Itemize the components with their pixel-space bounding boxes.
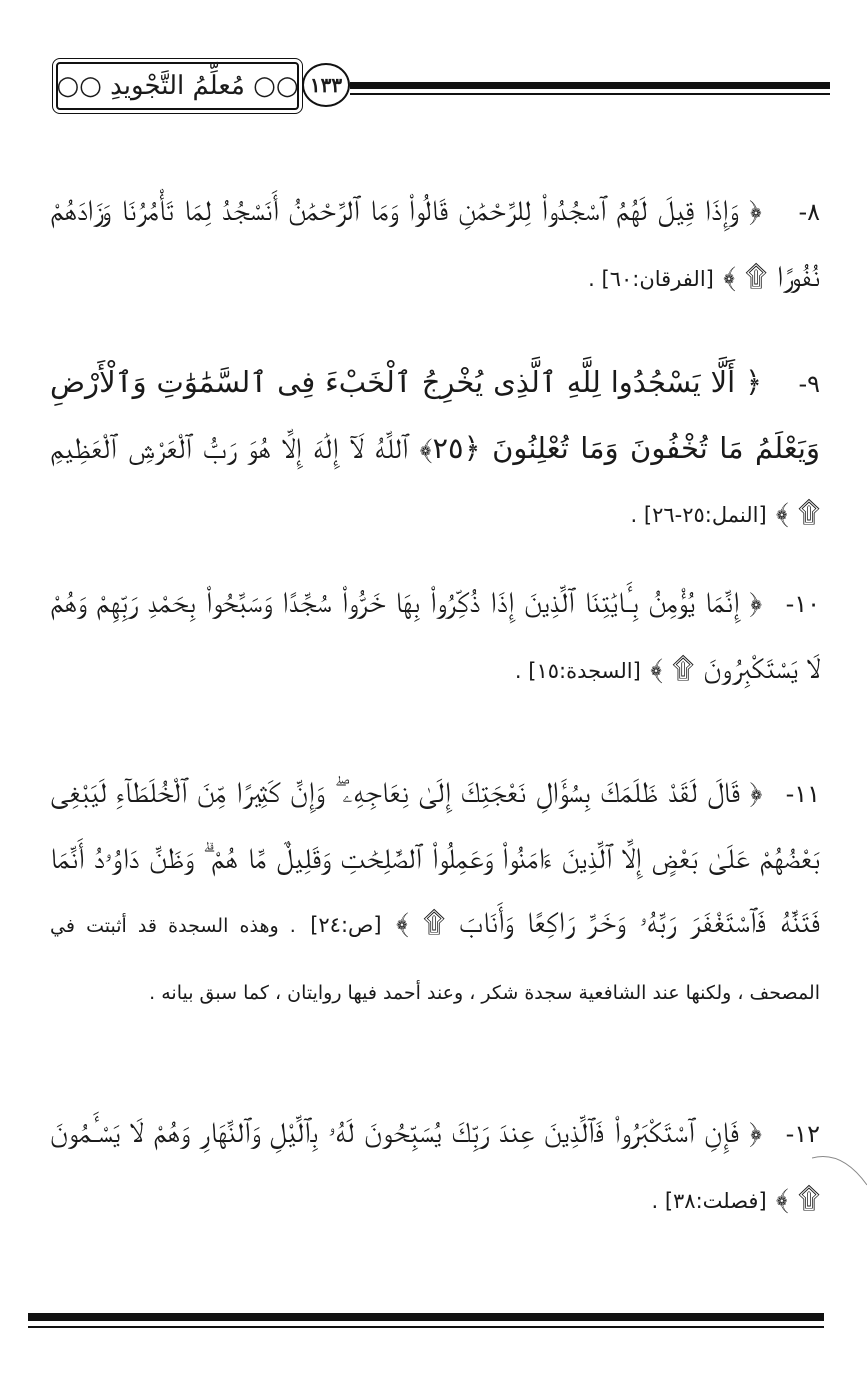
verse-block — [50, 1100, 820, 1233]
verse-text: ﴿ قَالَ لَقَدْ ظَلَمَكَ بِسُؤَالِ نَعْجَتِكَ إِلَىٰ نِعَاجِهِۦ ۖ وَإِنَّ كَثِيرًا مِّنَ ٱلْخُلَطَآءِ لَيَبْغِى بَعْضُهُمْ عَلَىٰ بَعْضٍ إِلَّا ٱلَّذِينَ ءَامَنُواْ وَعَمِلُواْ ٱلصَّٰلِحَٰتِ وَقَلِيلٌ مَّا هُمْ ۗ وَظَنَّ دَاوُۥدُ أَنَّمَا فَتَنَّٰهُ فَٱسْتَغْفَرَ رَبَّهُۥ وَخَرَّ رَاكِعًا وَأَنَابَ ۩ ﴾ — [50, 775, 820, 939]
verse-reference: [ص:٢٤] — [310, 913, 382, 937]
verse-block — [50, 178, 820, 311]
verse-reference: [السجدة:١٥] . — [514, 659, 641, 683]
header-rule-thick — [350, 82, 830, 89]
verse-reference: [الفرقان:٦٠] . — [588, 267, 714, 291]
verse-text: ﴿ فَإِنِ ٱسْتَكْبَرُواْ فَٱلَّذِينَ عِندَ رَبِّكَ يُسَبِّحُونَ لَهُۥ بِٱلَّيْلِ وَٱلنَّهَارِ وَهُمْ لَا يَسْـَٔمُونَ ۩ ﴾ — [50, 1115, 820, 1215]
running-header-box — [56, 62, 299, 110]
verse-number: ١٢- — [785, 1120, 821, 1148]
verse-number: ١٠- — [785, 590, 821, 618]
page-edge-curve — [812, 1140, 867, 1200]
verse-block — [50, 570, 820, 703]
verse-note: . وهذه السجدة قد أثبتت في المصحف ، ولكنها عند الشافعية سجدة شكر ، وعند أحمد فيها روايتان ، كما سبق بيانه . — [50, 915, 820, 1004]
verse-block — [50, 760, 820, 1021]
verse-number: ٨- — [798, 198, 820, 226]
verse-number: ٩- — [798, 370, 820, 398]
verse-block — [50, 350, 820, 547]
header-rule-thin — [350, 93, 830, 95]
page-number: ١٣٣ — [309, 73, 343, 97]
verse-reference: [النمل:٢٥-٢٦] . — [630, 503, 767, 527]
page-number-badge — [302, 63, 350, 107]
footer-rule-thick — [28, 1313, 824, 1321]
running-header-title: ○○ مُعلِّمُ التَّجْويدِ ○○ — [56, 71, 299, 101]
verse-text: ﴿ وَإِذَا قِيلَ لَهُمُ ٱسْجُدُواْ لِلرَّحْمَٰنِ قَالُواْ وَمَا ٱلرَّحْمَٰنُ أَنَسْجُدُ لِمَا تَأْمُرُنَا وَزَادَهُمْ نُفُورًا ۩ ﴾ — [50, 193, 820, 293]
verse-text: ﴿ إِنَّمَا يُؤْمِنُ بِـَٔايَٰتِنَا ٱلَّذِينَ إِذَا ذُكِّرُواْ بِهَا خَرُّواْ سُجَّدًا وَسَبَّحُواْ بِحَمْدِ رَبِّهِمْ وَهُمْ لَا يَسْتَكْبِرُونَ ۩ ﴾ — [50, 585, 820, 685]
verse-number: ١١- — [785, 780, 821, 808]
footer-rule-thin — [28, 1326, 824, 1328]
verse-reference: [فصلت:٣٨] . — [651, 1189, 767, 1213]
verse-text: ﴿ أَلَّا يَسْجُدُوا لِلَّهِ ٱلَّذِى يُخْرِجُ ٱلْخَبْءَ فِى ٱلسَّمَٰوَٰتِ وَٱلْأَرْضِ وَيَعْلَمُ مَا تُخْفُونَ وَمَا تُعْلِنُونَ ﴿٢٥﴾ ٱللَّهُ لَآ إِلَٰهَ إِلَّا هُوَ رَبُّ ٱلْعَرْشِ ٱلْعَظِيمِ ۩ ﴾ — [50, 365, 820, 529]
